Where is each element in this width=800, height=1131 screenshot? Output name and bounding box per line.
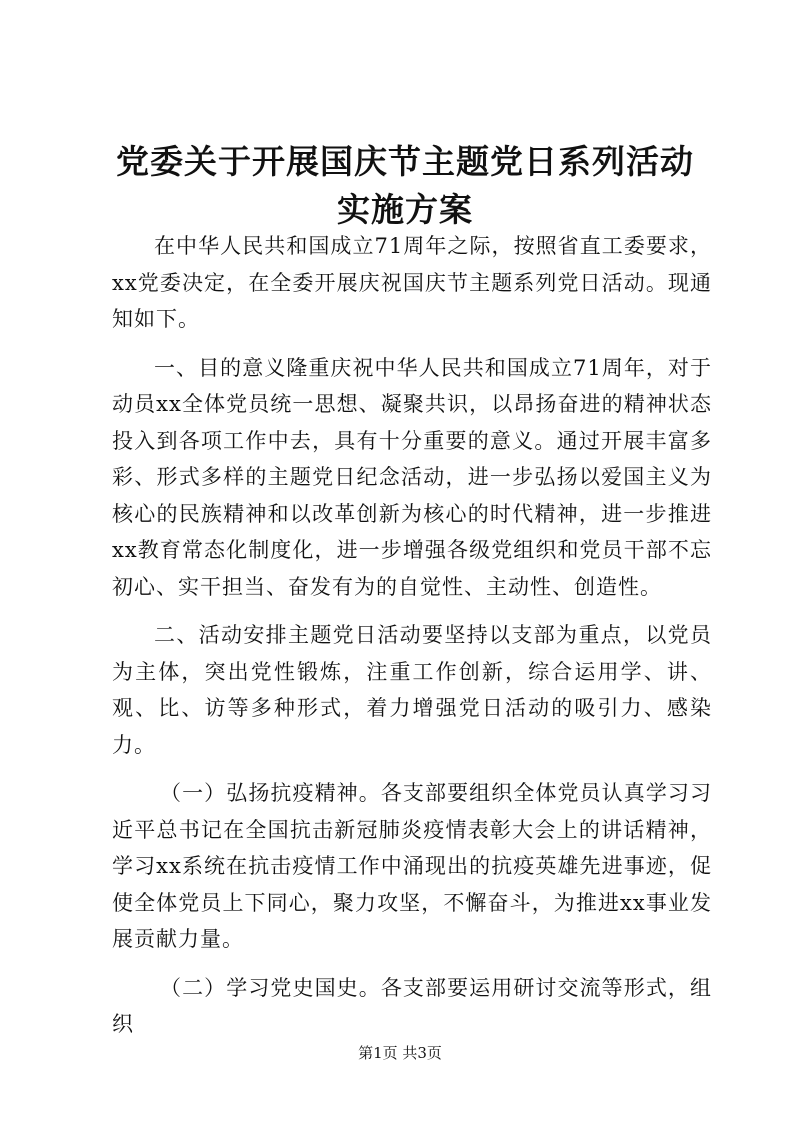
- page-title: 党委关于开展国庆节主题党日系列活动实施方案: [116, 142, 694, 229]
- paragraph-subsection-2: （二）学习党史国史。各支部要运用研讨交流等形式，组织: [112, 975, 712, 1036]
- paragraph-subsection-1: （一）弘扬抗疫精神。各支部要组织全体党员认真学习习近平总书记在全国抗击新冠肺炎疫情表彰大会上的讲话精神，学习xx系统在抗击疫情工作中涌现出的抗疫英雄先进事迹，促使全体党员上下同心，聚力攻坚，不懈奋斗，为推进xx事业发展贡献力量。: [112, 781, 712, 951]
- page-footer: 第1页 共3页: [358, 1044, 442, 1062]
- document-body: [112, 228, 712, 1055]
- paragraph-intro: 在中华人民共和国成立71周年之际，按照省直工委要求，xx党委决定，在全委开展庆祝国庆节主题系列党日活动。现通知如下。: [112, 234, 712, 331]
- paragraph-section-1: 一、目的意义隆重庆祝中华人民共和国成立71周年，对于动员xx全体党员统一思想、凝聚共识，以昂扬奋进的精神状态投入到各项工作中去，具有十分重要的意义。通过开展丰富多彩、形式多样的主题党日纪念活动，进一步弘扬以爱国主义为核心的民族精神和以改革创新为核心的时代精神，进一步推进xx教育常态化制度化，进一步增强各级党组织和党员干部不忘初心、实干担当、奋发有为的自觉性、主动性、创造性。: [112, 355, 712, 599]
- paragraph-section-2: 二、活动安排主题党日活动要坚持以支部为重点，以党员为主体，突出党性锻炼，注重工作创新，综合运用学、讲、观、比、访等多种形式，着力增强党日活动的吸引力、感染力。: [112, 623, 712, 757]
